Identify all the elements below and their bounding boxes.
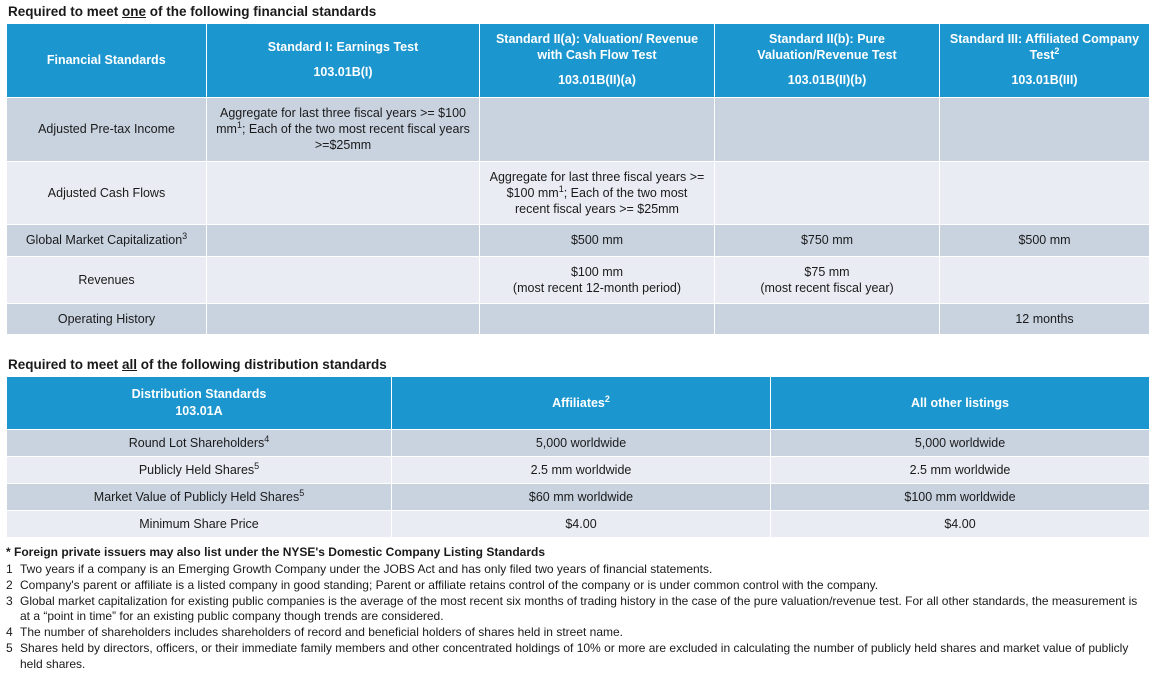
distribution-row-1-other: 2.5 mm worldwide <box>771 457 1150 484</box>
financial-col-header-1-label: Standard I: Earnings Test <box>267 39 419 54</box>
financial-col-header-2-label: Standard II(a): Valuation/ Revenue with Cash Flow Test <box>495 32 699 62</box>
table-row <box>7 97 1150 161</box>
financial-row-3-cell-2: $75 mm (most recent fiscal year) <box>715 256 940 304</box>
financial-row-4-label: Operating History <box>7 304 207 335</box>
financial-row-1-cell-2 <box>715 161 940 225</box>
footnote-item <box>6 578 1149 594</box>
financial-title-post: of the following financial standards <box>146 4 377 19</box>
footnote-star: * Foreign private issuers may also list under the NYSE's Domestic Company Listing Standards <box>6 545 545 560</box>
financial-row-1-cell-1: Aggregate for last three fiscal years >= $100 $mm^1$; Each of the two most recent fiscal years >= $25mm <box>480 161 715 225</box>
table-row <box>7 430 1150 457</box>
distribution-row-2-affiliates: $60 mm worldwide <box>392 484 771 511</box>
financial-col-header-2 <box>480 24 715 98</box>
section-spacer <box>6 335 1149 357</box>
financial-col-header-0 <box>7 24 207 98</box>
financial-row-0-cell-3 <box>940 97 1150 161</box>
footnote-2-text: Company's parent or affiliate is a listed company in good standing; Parent or affiliate retains control of the company or is under common control with the company. <box>20 577 879 592</box>
distribution-col-header-0-code: 103.01A <box>175 404 223 419</box>
distribution-row-3-label: Minimum Share Price <box>7 511 392 538</box>
financial-row-2-cell-0 <box>207 225 480 256</box>
financial-row-1-cell-3 <box>940 161 1150 225</box>
distribution-row-0-affiliates: 5,000 worldwide <box>392 430 771 457</box>
financial-row-4-cell-2 <box>715 304 940 335</box>
distribution-title-post: of the following distribution standards <box>137 357 387 373</box>
financial-title-underline: one <box>122 4 147 19</box>
distribution-row-3-other: $4.00 <box>771 511 1150 538</box>
financial-col-header-3-code: 103.01B(II)(b) <box>787 73 867 88</box>
financial-table-body <box>7 97 1150 335</box>
footnote-item <box>6 562 1149 578</box>
financial-row-2-label: Global Market Capitalization$^3$ <box>7 225 207 256</box>
table-row <box>7 484 1150 511</box>
financial-row-3-cell-0 <box>207 256 480 304</box>
distribution-col-header-1 <box>392 377 771 430</box>
footnote-item <box>6 641 1149 673</box>
distribution-row-0-label: Round Lot Shareholders$^4$ <box>7 430 392 457</box>
financial-row-4-cell-0 <box>207 304 480 335</box>
distribution-row-1-label: Publicly Held Shares$^5$ <box>7 457 392 484</box>
footnote-3-text: Global market capitalization for existing public companies is the average of the most recent six months of trading history in the case of the pure valuation/revenue test. For all other standards, the measurement is at a “point in time” for an existing public company though trends are considered. <box>20 593 1138 624</box>
financial-standards-table <box>6 23 1150 335</box>
distribution-title-pre: Required to meet <box>8 357 123 373</box>
footnote-3-number: 3 <box>6 593 13 608</box>
financial-col-header-2-code: 103.01B(II)(a) <box>558 73 636 88</box>
financial-row-0-label: Adjusted Pre-tax Income <box>7 97 207 161</box>
distribution-col-header-0-label: Distribution Standards <box>131 387 267 402</box>
financial-standards-title <box>8 4 1149 19</box>
financial-row-2-cell-3: $500 mm <box>940 225 1150 256</box>
table-row <box>7 256 1150 304</box>
financial-row-2-cell-1: $500 mm <box>480 225 715 256</box>
financial-row-4-cell-1 <box>480 304 715 335</box>
distribution-row-3-affiliates: $4.00 <box>392 511 771 538</box>
footnote-2-number: 2 <box>6 577 13 592</box>
financial-col-header-4-code: 103.01B(III) <box>1011 73 1078 88</box>
financial-col-header-1-code: 103.01B(I) <box>313 65 373 80</box>
financial-title-pre: Required to meet <box>8 4 123 19</box>
financial-row-3-cell-3 <box>940 256 1150 304</box>
financial-col-header-3-label: Standard II(b): Pure Valuation/Revenue Test <box>757 32 897 62</box>
distribution-col-header-2-label: All other listings <box>911 395 1009 410</box>
financial-col-header-1 <box>207 24 480 98</box>
financial-row-0-cell-1 <box>480 97 715 161</box>
footnote-4-text: The number of shareholders includes shareholders of record and beneficial holders of shares held in street name. <box>20 625 624 640</box>
table-row <box>7 161 1150 225</box>
footnote-5-number: 5 <box>6 641 13 656</box>
distribution-table-header <box>7 377 1150 430</box>
footnote-item <box>6 625 1149 641</box>
financial-col-header-4 <box>940 24 1150 98</box>
distribution-row-2-other: $100 mm worldwide <box>771 484 1150 511</box>
distribution-col-header-2 <box>771 377 1150 430</box>
financial-row-2-cell-2: $750 mm <box>715 225 940 256</box>
distribution-standards-title <box>8 357 1149 372</box>
table-row <box>7 225 1150 256</box>
distribution-standards-table <box>6 376 1150 538</box>
financial-row-1-cell-0 <box>207 161 480 225</box>
footnote-4-number: 4 <box>6 625 13 640</box>
financial-row-1-label: Adjusted Cash Flows <box>7 161 207 225</box>
footnotes <box>6 545 1149 673</box>
footnote-1-number: 1 <box>6 561 13 576</box>
footnote-1-text: Two years if a company is an Emerging Growth Company under the JOBS Act and has only filed two years of financial statements. <box>20 561 713 576</box>
footnote-5-text: Shares held by directors, officers, or their immediate family members and other concentrated holdings of 10% or more are excluded in calculating the number of publicly held shares and market value of publicly held shares. <box>20 641 1129 671</box>
table-row <box>7 457 1150 484</box>
distribution-table-body <box>7 430 1150 538</box>
financial-row-3-cell-1: $100 mm (most recent 12-month period) <box>480 256 715 304</box>
distribution-row-2-label: Market Value of Publicly Held Shares$^5$ <box>7 484 392 511</box>
table-row <box>7 304 1150 335</box>
financial-col-header-3 <box>715 24 940 98</box>
financial-col-header-0-label: Financial Standards <box>46 52 166 67</box>
distribution-title-underline: all <box>122 357 138 373</box>
financial-row-3-label: Revenues <box>7 256 207 304</box>
financial-table-header <box>7 24 1150 98</box>
financial-row-4-cell-3: 12 months <box>940 304 1150 335</box>
table-row <box>7 511 1150 538</box>
distribution-col-header-1-label: Affiliates$^2$ <box>552 393 610 410</box>
footnote-item <box>6 594 1149 626</box>
distribution-col-header-0 <box>7 377 392 430</box>
financial-col-header-4-label: Standard III: Affiliated Company Test$^2$ <box>949 32 1140 62</box>
financial-row-0-cell-0: Aggregate for last three fiscal years >= $100 $mm^1$; Each of the two most recent fiscal years >=$25mm <box>207 97 480 161</box>
distribution-row-1-affiliates: 2.5 mm worldwide <box>392 457 771 484</box>
distribution-row-0-other: 5,000 worldwide <box>771 430 1150 457</box>
financial-row-0-cell-2 <box>715 97 940 161</box>
